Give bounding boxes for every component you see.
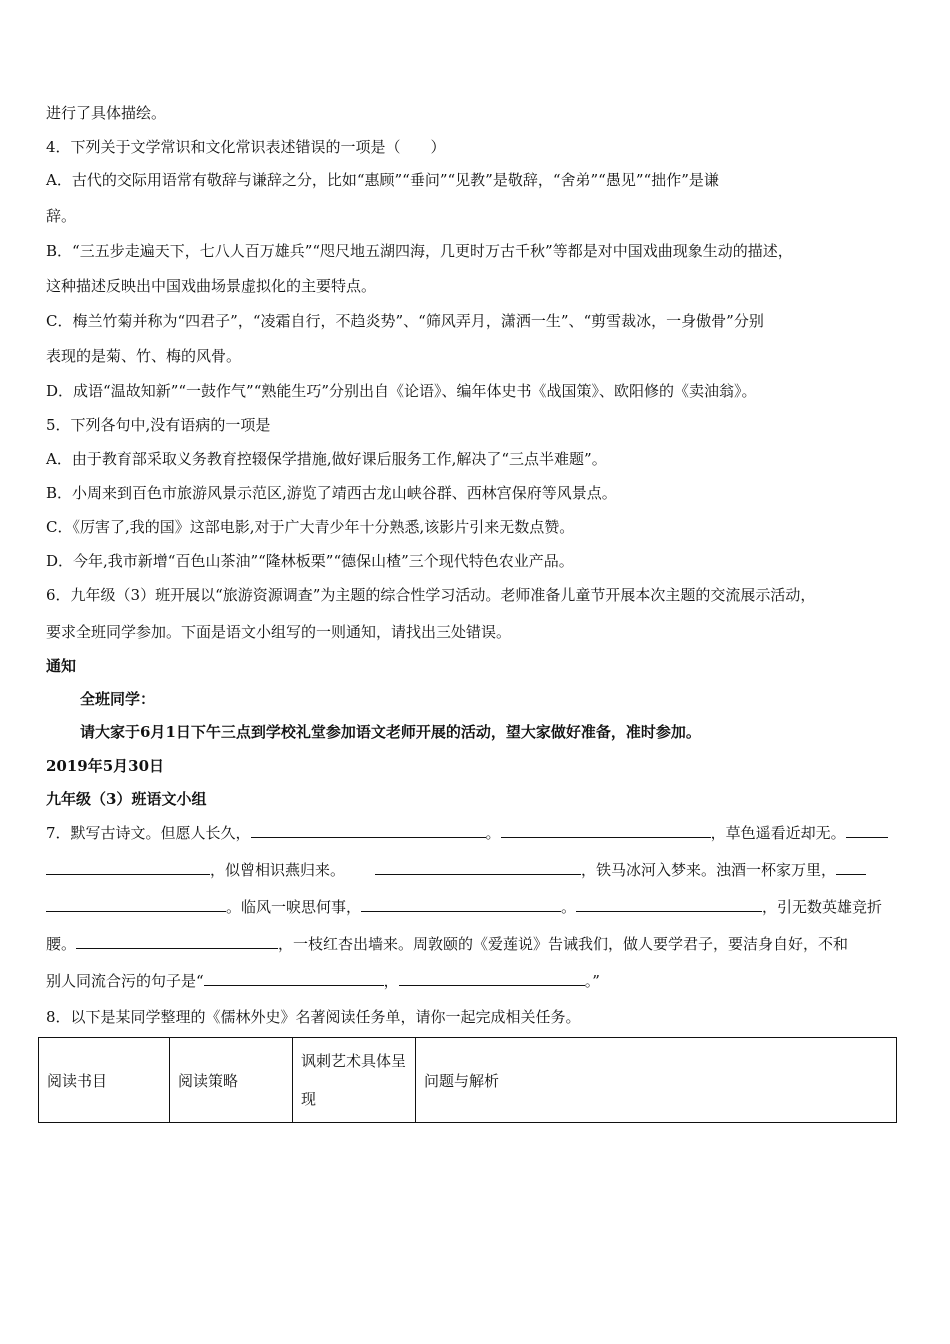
- question-7-row-4: [46, 934, 906, 954]
- answer-blank[interactable]: [251, 823, 486, 838]
- reading-task-table: [38, 1037, 897, 1123]
- question-4-option-d: D．成语“温故知新”“一鼓作气”“熟能生巧”分别出自《论语》、编年体史书《战国策》、欧阳修的《卖油翁》。: [46, 382, 757, 400]
- question-4-option-c: C．梅兰竹菊并称为“四君子”，“凌霜自行，不趋炎势”、“筛风弄月，潇洒一生”、“剪雪裁冰，一身傲骨”分别: [46, 312, 764, 330]
- q7-text: 别人同流合污的句子是“: [46, 972, 204, 990]
- question-4-option-b-cont: 这种描述反映出中国戏曲场景虚拟化的主要特点。: [46, 277, 377, 295]
- question-5-option-d: D．今年,我市新增“百色山茶油”“隆林板栗”“德保山楂”三个现代特色农业产品。: [46, 552, 574, 570]
- answer-blank[interactable]: [76, 934, 278, 949]
- notice-signature: 九年级（3）班语文小组: [46, 790, 207, 808]
- answer-blank[interactable]: [361, 897, 561, 912]
- question-5-option-c: C．《厉害了,我的国》这部电影,对于广大青少年十分熟悉,该影片引来无数点赞。: [46, 518, 575, 536]
- question-4-option-a-cont: 辞。: [46, 207, 77, 225]
- q7-text: 。: [485, 824, 501, 842]
- answer-blank[interactable]: [204, 971, 384, 986]
- answer-blank[interactable]: [375, 860, 581, 875]
- table-header-row: [39, 1038, 897, 1123]
- q7-text: ，一枝红杏出墙来。周敦颐的《爱莲说》告诫我们，做人要学君子，要洁身自好，不和: [278, 935, 849, 953]
- question-4-option-c-cont: 表现的是菊、竹、梅的风骨。: [46, 347, 242, 365]
- q7-text: 。”: [584, 972, 600, 990]
- question-5-stem: 5．下列各句中,没有语病的一项是: [46, 416, 271, 434]
- q7-text: 7．默写古诗文。但愿人长久，: [46, 824, 251, 842]
- q7-text: 。临风一唳思何事，: [226, 898, 362, 916]
- q7-text: ，似曾相识燕归来。: [210, 861, 346, 879]
- notice-body: 请大家于6月1日下午三点到学校礼堂参加语文老师开展的活动，望大家做好准备，准时参加。: [80, 723, 701, 741]
- q7-text: 腰。: [46, 935, 77, 953]
- question-5-option-b: B．小周来到百色市旅游风景示范区,游览了靖西古龙山峡谷群、西林宫保府等风景点。: [46, 484, 617, 502]
- header-cell-book: 阅读书目: [39, 1038, 170, 1123]
- question-5-option-a: A．由于教育部采取义务教育控辍保学措施,做好课后服务工作,解决了“三点半难题”。: [46, 450, 607, 468]
- question-4-option-a: A．古代的交际用语常有敬辞与谦辞之分，比如“惠顾”“垂问”“见教”是敬辞，“舍弟”“愚见”“拙作”是谦: [46, 171, 719, 189]
- answer-blank[interactable]: [46, 860, 210, 875]
- notice-greeting: 全班同学：: [80, 690, 156, 708]
- question-4-option-b: B．“三五步走遍天下，七八人百万雄兵”“咫尺地五湖四海，几更时万古千秋”等都是对中国戏曲现象生动的描述，: [46, 242, 793, 260]
- question-6-stem-cont: 要求全班同学参加。下面是语文小组写的一则通知，请找出三处错误。: [46, 623, 512, 641]
- answer-blank[interactable]: [846, 823, 888, 838]
- answer-blank[interactable]: [501, 823, 711, 838]
- q7-text: ，草色遥看近却无。: [710, 824, 846, 842]
- header-cell-question: 问题与解析: [416, 1038, 897, 1123]
- notice-title: 通知: [46, 657, 77, 675]
- q7-text: ，: [383, 972, 399, 990]
- header-cell-strategy: 阅读策略: [170, 1038, 293, 1123]
- header-cell-satire-text: 讽刺艺术具体呈现: [301, 1052, 407, 1108]
- question-4-stem: 4．下列关于文学常识和文化常识表述错误的一项是（ ）: [46, 138, 446, 156]
- question-7-row-2: [46, 860, 906, 880]
- answer-blank[interactable]: [576, 897, 762, 912]
- question-7-row-5: [46, 971, 906, 991]
- answer-blank[interactable]: [836, 860, 866, 875]
- q7-text: ，铁马冰河入梦来。浊酒一杯家万里，: [581, 861, 837, 879]
- question-7-row-3: [46, 897, 906, 917]
- question-6-stem: 6．九年级（3）班开展以“旅游资源调查”为主题的综合性学习活动。老师准备儿童节开展本次主题的交流展示活动，: [46, 586, 816, 604]
- question-7-row-1: [46, 823, 906, 843]
- q7-text: 。: [561, 898, 577, 916]
- question-8-stem: 8．以下是某同学整理的《儒林外史》名著阅读任务单，请你一起完成相关任务。: [46, 1008, 581, 1026]
- q7-text: ，引无数英雄竞折: [762, 898, 883, 916]
- notice-date: 2019年5月30日: [46, 757, 165, 775]
- text-line: 进行了具体描绘。: [46, 104, 167, 122]
- answer-blank[interactable]: [399, 971, 585, 986]
- header-cell-satire: [293, 1038, 416, 1123]
- answer-blank[interactable]: [46, 897, 226, 912]
